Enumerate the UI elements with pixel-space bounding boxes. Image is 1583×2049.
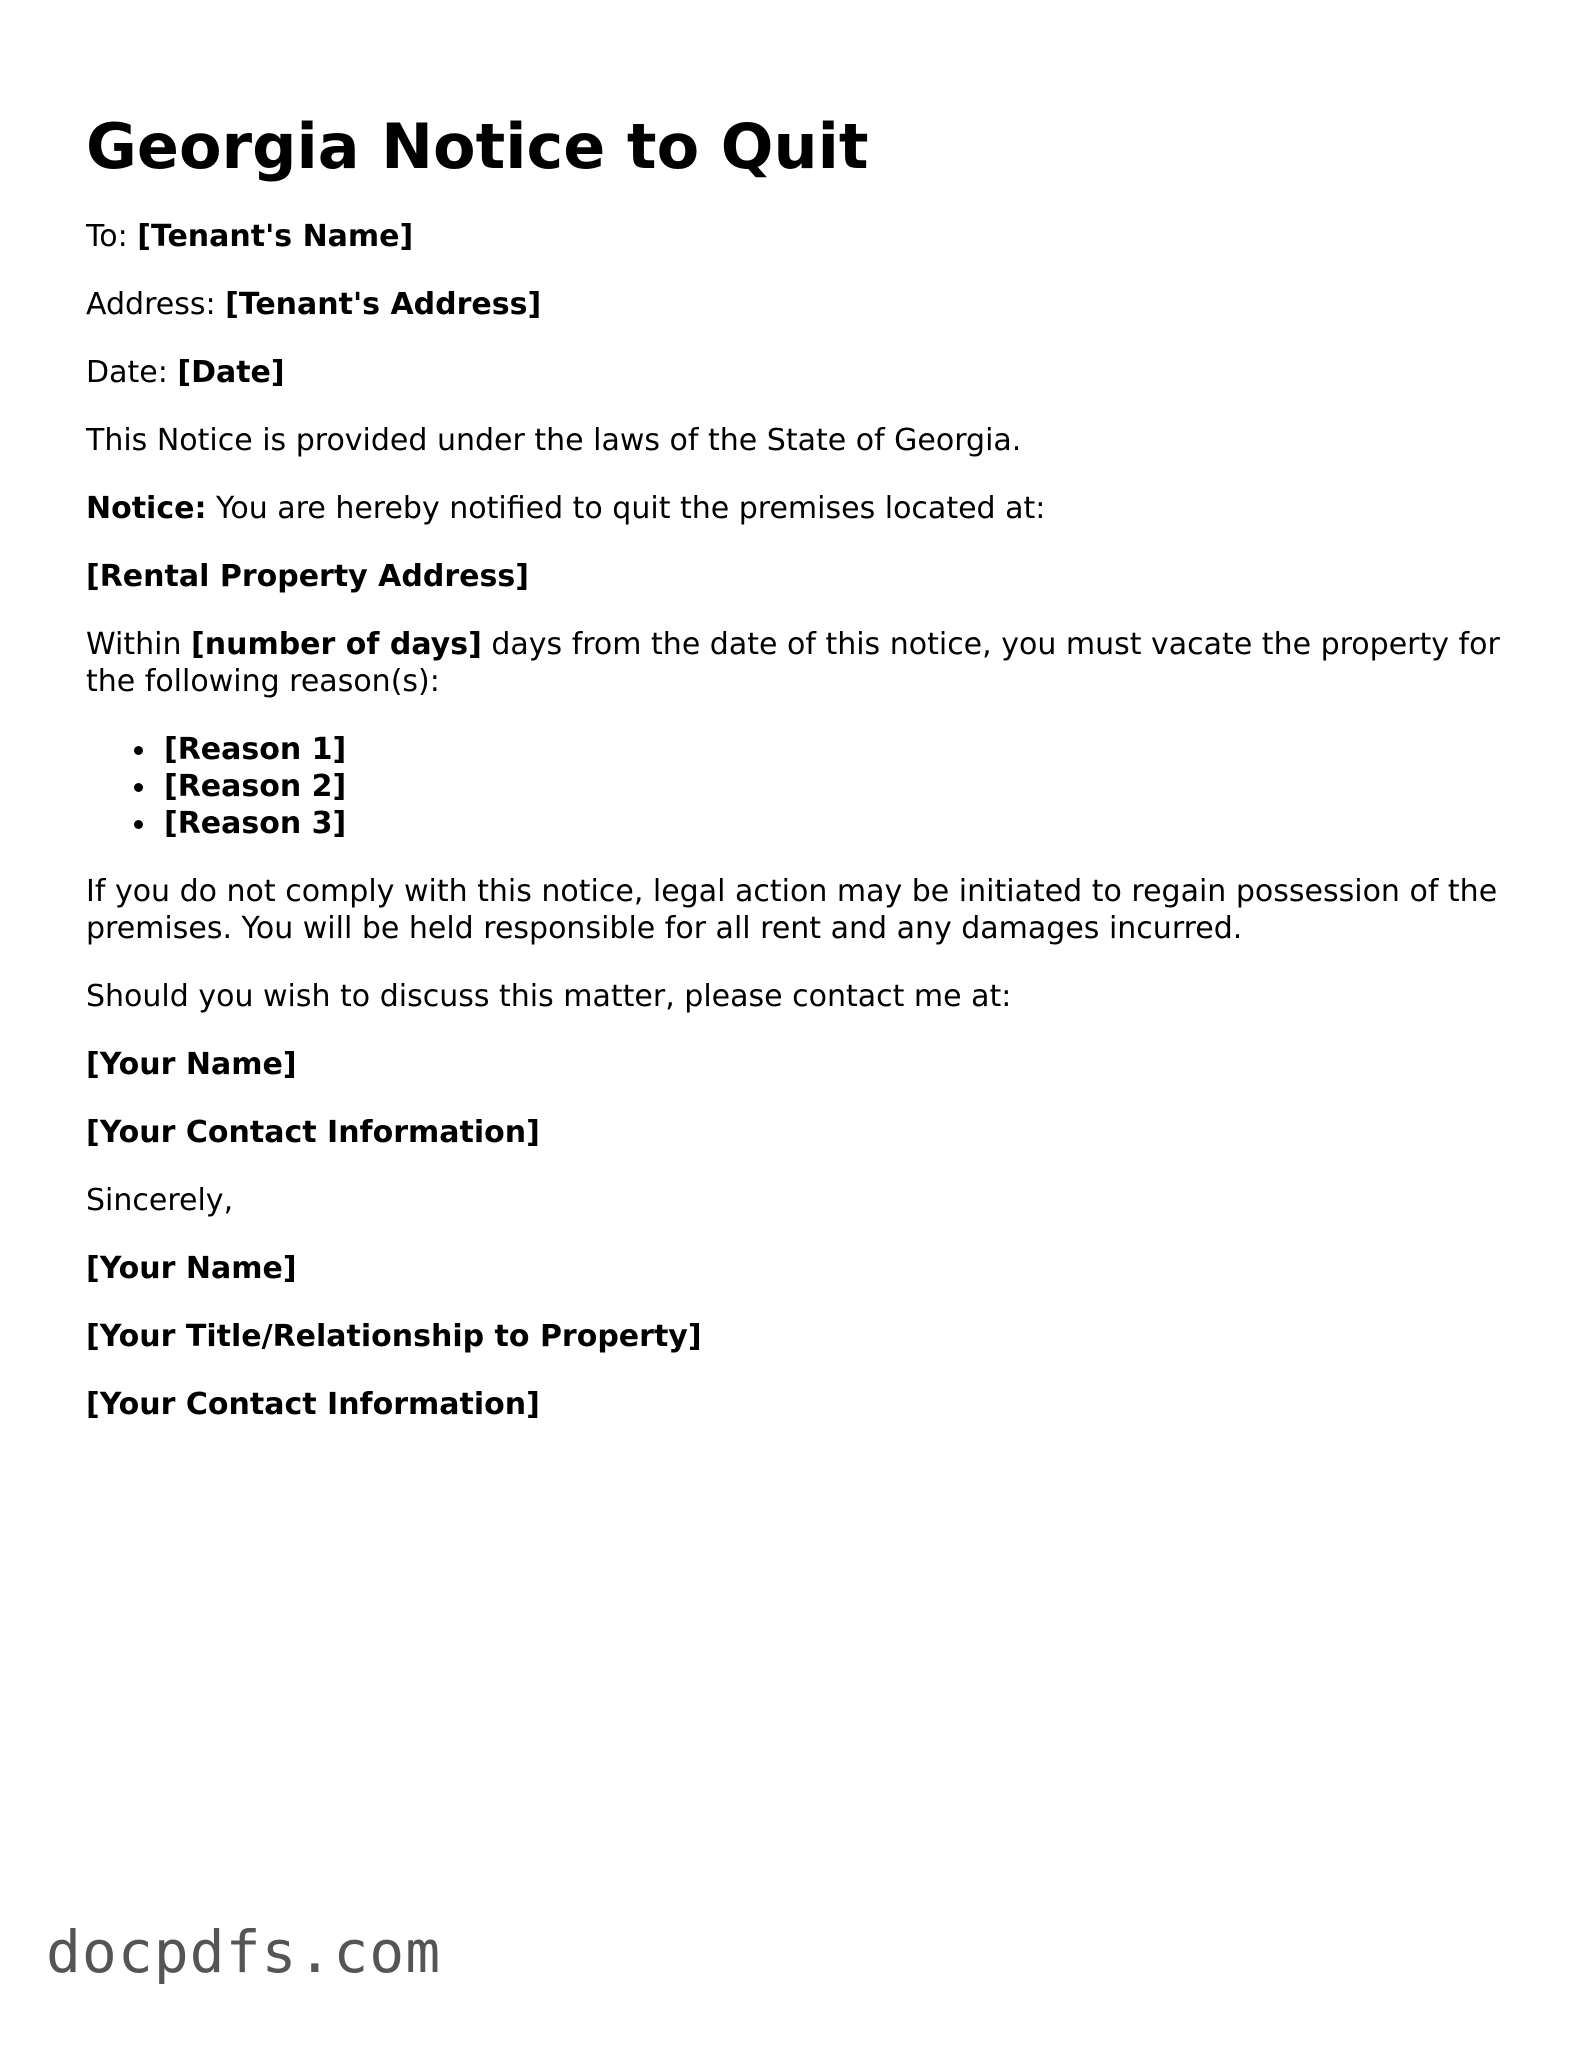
within-suffix: days from the date of this notice, you must vacate the property for the following reason(s): [86, 627, 1500, 699]
property-address-placeholder: [Rental Property Address] [86, 559, 529, 594]
watermark: docpdfs.com [46, 1918, 442, 1986]
address-label: Address: [86, 287, 216, 322]
signature-contact: [Your Contact Information] [86, 1387, 540, 1422]
document-title: Georgia Notice to Quit [86, 110, 869, 183]
address-line [86, 286, 1506, 323]
notice-label: Notice: [86, 491, 207, 526]
date-line [86, 354, 1506, 391]
to-line [86, 218, 1506, 255]
signature-title: [Your Title/Relationship to Property] [86, 1319, 702, 1354]
warning-paragraph: If you do not comply with this notice, legal action may be initiated to regain possession of the premises. You will be held responsible for all rent and any damages incurred. [86, 874, 1498, 946]
tenant-address-placeholder: [Tenant's Address] [225, 287, 542, 322]
reasons-list [86, 731, 1506, 842]
contact-info-placeholder: [Your Contact Information] [86, 1115, 540, 1150]
within-paragraph [86, 626, 1506, 700]
intro-paragraph: This Notice is provided under the laws of the State of Georgia. [86, 423, 1022, 458]
to-label: To: [86, 219, 128, 254]
notice-text: You are hereby notified to quit the premises located at: [216, 491, 1046, 526]
within-prefix: Within [86, 627, 182, 662]
reason-item: [Reason 1] [164, 731, 1506, 768]
reason-item: [Reason 2] [164, 768, 1506, 805]
closing: Sincerely, [86, 1183, 234, 1218]
number-of-days-placeholder: [number of days] [191, 627, 482, 662]
signature-name: [Your Name] [86, 1251, 297, 1286]
contact-intro: Should you wish to discuss this matter, please contact me at: [86, 979, 1012, 1014]
notice-paragraph [86, 490, 1506, 527]
tenant-name-placeholder: [Tenant's Name] [137, 219, 414, 254]
contact-name-placeholder: [Your Name] [86, 1047, 297, 1082]
document-page [86, 108, 1506, 1454]
reason-item: [Reason 3] [164, 805, 1506, 842]
date-label: Date: [86, 355, 168, 390]
date-placeholder: [Date] [177, 355, 285, 390]
